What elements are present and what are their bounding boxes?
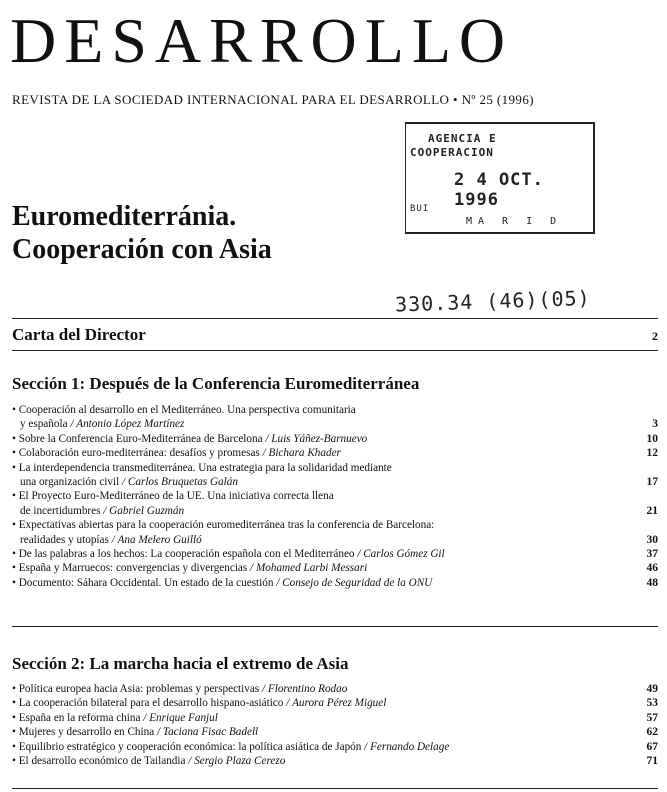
toc-entry-title: • Sobre la Conferencia Euro-Mediterránea de Barcelona (12, 432, 263, 445)
author-separator: / (143, 711, 147, 724)
masthead: DESARROLLO (10, 5, 514, 76)
divider (12, 318, 658, 319)
toc-entry-page: 46 (646, 562, 658, 575)
toc-entry-title: • La interdependencia transmediterránea. Una estrategia para la solidaridad mediante (12, 461, 392, 474)
toc-entry-title-line (12, 561, 618, 575)
handwritten-call-number: 330.34 (46)(05) (394, 285, 592, 317)
toc-entry-author: Gabriel Guzmán (109, 504, 185, 517)
toc-entry (12, 711, 658, 725)
toc-entry-title: • Mujeres y desarrollo en China (12, 726, 155, 739)
toc-entry (12, 754, 658, 768)
toc-entry-page: 17 (646, 476, 658, 489)
issue-title (12, 200, 392, 266)
author-separator: / (357, 548, 361, 561)
toc-entry-page: 57 (646, 711, 658, 724)
toc-entry (12, 403, 658, 432)
toc-entry-title: • El Proyecto Euro-Mediterráneo de la UE. Una iniciativa correcta llena (12, 490, 334, 503)
toc-entry-author: Fernando Delage (370, 740, 450, 753)
toc-entry-title: realidades y utopías (20, 533, 109, 546)
section-2-heading: Sección 2: La marcha hacia el extremo de Asia (12, 654, 349, 673)
toc-entry-page: 48 (646, 576, 658, 589)
toc-entry-title: • Colaboración euro-mediterránea: desafíos y promesas (12, 447, 260, 460)
author-separator: / (122, 476, 126, 489)
toc-entry-title-line (12, 403, 618, 417)
toc-entry-page: 30 (646, 533, 658, 546)
toc-entry-title: • Cooperación al desarrollo en el Mediterráneo. Una perspectiva comunitaria (12, 404, 356, 416)
divider (12, 788, 658, 789)
toc-entry (12, 518, 658, 547)
section-1-contents (12, 403, 658, 590)
author-separator: / (250, 562, 254, 575)
toc-entry-title-line (12, 696, 618, 710)
toc-entry-title-line (12, 725, 618, 739)
toc-entry (12, 561, 658, 575)
author-separator: / (286, 697, 290, 710)
stamp-line-3: BUI (410, 204, 430, 214)
toc-entry-author: Sergio Plaza Cerezo (194, 755, 286, 768)
toc-entry-page: 37 (646, 548, 658, 561)
toc-entry-title: y española (20, 418, 68, 431)
toc-entry-title-line (12, 518, 618, 532)
stamp-line-1: AGENCIA E (428, 132, 497, 145)
author-separator: / (188, 755, 192, 768)
journal-subtitle: REVISTA DE LA SOCIEDAD INTERNACIONAL PARA EL DESARROLLO • Nº 25 (1996) (12, 92, 534, 107)
toc-entry-title-line (12, 754, 618, 768)
toc-entry-title-line (12, 461, 618, 475)
toc-entry-author: Consejo de Seguridad de la ONU (282, 576, 433, 589)
toc-entry-title-line (12, 682, 618, 696)
toc-entry-author: Enrique Fanjul (149, 711, 218, 724)
toc-entry-page: 10 (646, 432, 658, 445)
director-letter-heading (12, 325, 658, 345)
toc-entry-title-line (12, 432, 618, 446)
author-separator: / (111, 533, 115, 546)
author-separator: / (262, 447, 266, 460)
toc-entry-page: 21 (646, 504, 658, 517)
toc-entry-title-line (12, 489, 618, 503)
director-letter-page: 2 (652, 329, 658, 343)
toc-entry-title-line (12, 533, 618, 547)
toc-entry-title-line (12, 547, 618, 561)
toc-entry-title-line (12, 576, 618, 590)
author-separator: / (265, 432, 269, 445)
author-separator: / (261, 683, 266, 695)
toc-entry-page: 53 (646, 697, 658, 710)
toc-entry-title: • El desarrollo económico de Tailandia (12, 755, 186, 768)
toc-entry-author: Bichara Khader (268, 447, 341, 460)
toc-entry-page: 71 (646, 755, 658, 768)
toc-entry-page: 67 (646, 740, 658, 753)
toc-entry-title: • Política europea hacia Asia: problemas y perspectivas (12, 683, 260, 695)
stamp-line-2: COOPERACION (410, 146, 494, 159)
toc-entry-page: 49 (646, 683, 658, 695)
toc-entry-page: 3 (652, 418, 658, 431)
issue-title-line-1: Euromediterránia. (12, 201, 237, 232)
author-separator: / (276, 576, 280, 589)
toc-entry-title: • Equilibrio estratégico y cooperación económica: la política asiática de Japón (12, 740, 362, 753)
author-separator: / (364, 740, 368, 753)
author-separator: / (156, 726, 161, 739)
toc-entry-author: Antonio López Martínez (76, 418, 185, 431)
toc-entry-title-line (12, 740, 618, 754)
toc-entry-author: Mohamed Larbi Messari (255, 562, 368, 575)
toc-entry-title-line (12, 417, 618, 431)
toc-entry-author: Ana Melero Guilló (117, 533, 202, 546)
toc-entry-title: • De las palabras a los hechos: La cooperación española con el Mediterráneo (12, 548, 355, 561)
divider (12, 350, 658, 351)
toc-entry (12, 432, 658, 446)
toc-entry-author: Carlos Bruquetas Galán (127, 476, 238, 489)
toc-entry-title-line (12, 504, 618, 518)
toc-entry (12, 461, 658, 490)
toc-entry-title-line (12, 475, 618, 489)
toc-entry (12, 576, 658, 590)
divider (12, 626, 658, 627)
toc-entry-page: 12 (646, 447, 658, 460)
section-1-heading: Sección 1: Después de la Conferencia Euromediterránea (12, 374, 420, 393)
toc-entry-author: Carlos Gómez Gil (363, 548, 445, 561)
toc-entry (12, 696, 658, 710)
registry-stamp (405, 122, 595, 234)
toc-entry-author: Taciana Fisac Badell (162, 726, 259, 739)
toc-entry-title-line (12, 446, 618, 460)
stamp-line-4: MA R I D (466, 216, 563, 227)
toc-entry (12, 446, 658, 460)
toc-entry-title: • España y Marruecos: convergencias y divergencias (12, 562, 248, 575)
toc-entry (12, 740, 658, 754)
toc-entry (12, 489, 658, 518)
author-separator: / (103, 504, 107, 517)
toc-entry (12, 547, 658, 561)
toc-entry (12, 682, 658, 696)
toc-entry-author: Aurora Pérez Miguel (292, 697, 387, 710)
toc-entry-author: Luis Yáñez-Barnuevo (271, 432, 368, 445)
toc-entry-author: Florentino Rodao (267, 683, 348, 695)
toc-entry-page: 62 (646, 726, 658, 739)
director-letter-title: Carta del Director (12, 325, 146, 344)
toc-entry-title: • España en la reforma china (12, 711, 141, 724)
section-2-contents (12, 682, 658, 768)
toc-entry-title: • Documento: Sáhara Occidental. Un estado de la cuestión (12, 576, 274, 589)
issue-title-line-2: Cooperación con Asia (12, 234, 272, 265)
stamp-date: 2 4 OCT. 1996 (454, 170, 544, 210)
toc-entry-title-line (12, 711, 618, 725)
toc-entry-title: • Expectativas abiertas para la cooperación euromediterránea tras la conferencia de Barcelona: (12, 519, 435, 532)
toc-entry-title: una organización civil (20, 476, 120, 489)
toc-entry-title: • La cooperación bilateral para el desarrollo hispano-asiático (12, 697, 284, 710)
toc-entry (12, 725, 658, 739)
author-separator: / (70, 418, 74, 431)
toc-entry-title: de incertidumbres (20, 504, 101, 517)
